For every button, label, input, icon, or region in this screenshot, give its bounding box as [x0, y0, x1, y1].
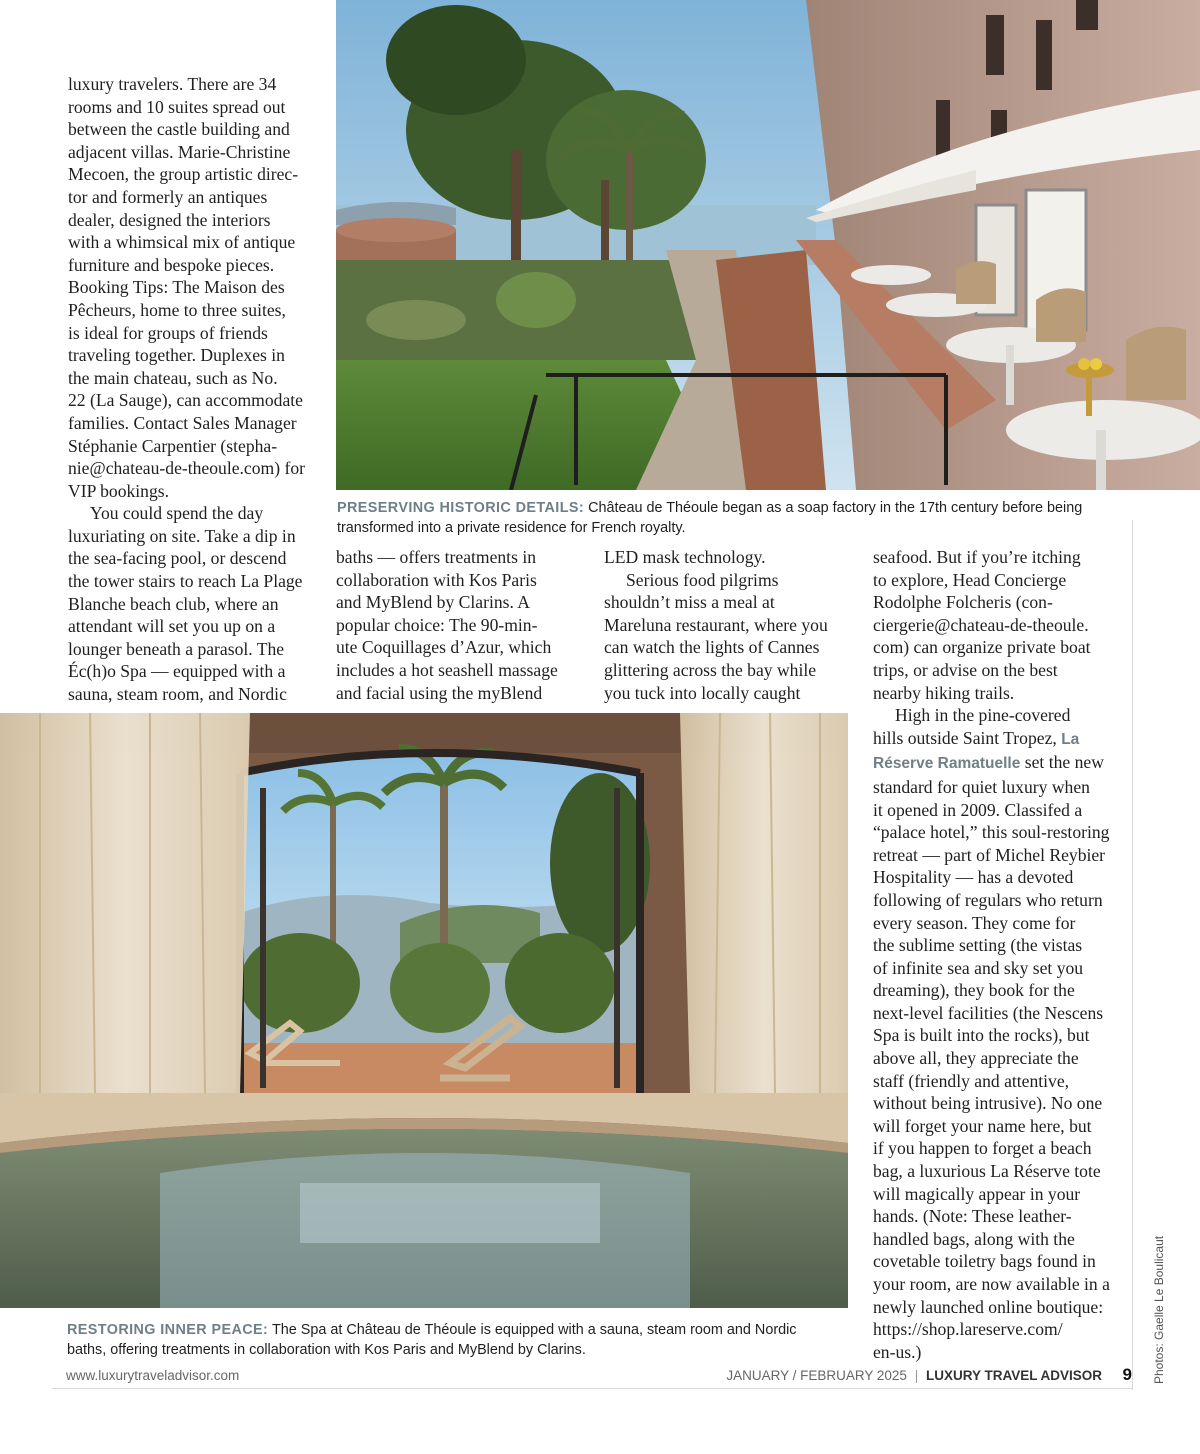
- text-line: dreaming), they book for the: [873, 980, 1075, 1001]
- text-line: the sublime setting (the vistas: [873, 935, 1083, 956]
- text-line: includes a hot seashell massage: [336, 659, 558, 680]
- text-line: luxuriating on site. Take a dip in: [68, 525, 296, 546]
- text-line: LED mask technology.: [604, 547, 766, 567]
- text-line: standard for quiet luxury when: [873, 776, 1090, 797]
- text-line: above all, they appreciate the: [873, 1048, 1079, 1069]
- text-line: VIP bookings.: [68, 480, 170, 501]
- text-line: adjacent villas. Marie-Christine: [68, 141, 291, 162]
- text-line: ute Coquillages d’Azur, which: [336, 637, 552, 658]
- footer-issue-date: JANUARY / FEBRUARY 2025: [726, 1368, 907, 1383]
- caption-text: baths, offering treatments in collaboration with Kos Paris and MyBlend by Clarins.: [67, 1342, 586, 1358]
- hotel-name-link[interactable]: La: [1061, 730, 1080, 748]
- text-line: 22 (La Sauge), can accommodate: [68, 390, 303, 411]
- text-line: Pêcheurs, home to three suites,: [68, 299, 286, 320]
- text-line: Spa is built into the rocks), but: [873, 1025, 1090, 1046]
- text-line: sauna, steam room, and Nordic: [68, 684, 287, 705]
- text-line: will magically appear in your: [873, 1183, 1081, 1204]
- text-line: tor and formerly an antiques: [68, 186, 268, 207]
- spa-photo: [0, 713, 848, 1308]
- text-line: will forget your name here, but: [873, 1115, 1092, 1136]
- text-line: covetable toiletry bags found in: [873, 1251, 1096, 1272]
- footer-magazine: LUXURY TRAVEL ADVISOR: [925, 1368, 1102, 1383]
- article-column-4: [873, 546, 1128, 1363]
- text-line: glittering across the bay while: [604, 659, 817, 680]
- text-line: traveling together. Duplexes in: [68, 345, 285, 366]
- text-line: following of regulars who return: [873, 889, 1103, 910]
- text-line: newly launched online boutique:: [873, 1296, 1104, 1317]
- text-line: seafood. But if you’re itching: [873, 547, 1081, 567]
- text-line: trips, or advise on the best: [873, 659, 1058, 680]
- page-number: 9: [1122, 1365, 1132, 1384]
- text-line: the sea-facing pool, or descend: [68, 548, 287, 569]
- text-line: en-us.): [873, 1341, 922, 1362]
- photo-credit: Photos: Gaelle Le Boulicaut: [1152, 1235, 1166, 1384]
- hotel-name-link[interactable]: Réserve Ramatuelle: [873, 755, 1021, 773]
- text-line: of infinite sea and sky set you: [873, 957, 1084, 978]
- text-line: Rodolphe Folcheris (con-: [873, 592, 1053, 613]
- text-line: between the castle building and: [68, 119, 290, 140]
- text-line: your room, are now available in a: [873, 1274, 1110, 1294]
- text-line: collaboration with Kos Paris: [336, 569, 537, 590]
- caption-lead: RESTORING INNER PEACE:: [67, 1322, 269, 1338]
- caption-text: The Spa at Château de Théoule is equipped with a sauna, steam room and Nordic: [271, 1322, 797, 1338]
- article-column-2: [336, 546, 591, 704]
- text-line: bag, a luxurious La Réserve tote: [873, 1161, 1101, 1182]
- text-line: next-level facilities (the Nescens: [873, 1002, 1104, 1023]
- caption-text: Château de Théoule began as a soap factory in the 17th century before being: [588, 500, 1083, 516]
- column-rule: [1132, 520, 1133, 1390]
- text-line: nearby hiking trails.: [873, 682, 1015, 703]
- article-column-3: [604, 546, 859, 704]
- text-line: is ideal for groups of friends: [68, 322, 268, 343]
- text-line: luxury travelers. There are 34: [68, 74, 277, 94]
- text-line: you tuck into locally caught: [604, 682, 801, 703]
- text-line: ciergerie@chateau-de-theoule.: [873, 614, 1089, 635]
- text-line: and facial using the myBlend: [336, 682, 543, 703]
- text-line: furniture and bespoke pieces.: [68, 254, 275, 275]
- text-line: hands. (Note: These leather-: [873, 1206, 1072, 1227]
- text-line: https://shop.lareserve.com/: [873, 1319, 1063, 1340]
- text-line: baths — offers treatments in: [336, 547, 536, 567]
- text-line: attendant will set you up on a: [68, 616, 276, 637]
- text-line: it opened in 2009. Classifed a: [873, 799, 1083, 820]
- bottom-photo-caption: [67, 1320, 847, 1360]
- text-line: retreat — part of Michel Reybier: [873, 844, 1106, 865]
- terrace-photo: [336, 0, 1200, 490]
- caption-text: transformed into a private residence for French royalty.: [337, 520, 686, 536]
- text-line: to explore, Head Concierge: [873, 569, 1067, 590]
- text-line: dealer, designed the interiors: [68, 209, 271, 230]
- text-line: Blanche beach club, where an: [68, 593, 279, 614]
- text-line: the tower stairs to reach La Plage: [68, 571, 303, 592]
- text-line: handled bags, along with the: [873, 1228, 1075, 1249]
- text-line: shouldn’t miss a meal at: [604, 592, 775, 613]
- text-line: Serious food pilgrims: [626, 569, 779, 590]
- text-line: rooms and 10 suites spread out: [68, 96, 286, 117]
- caption-lead: PRESERVING HISTORIC DETAILS:: [337, 500, 585, 516]
- text-line: High in the pine-covered: [895, 705, 1071, 726]
- text-line: You could spend the day: [90, 503, 264, 524]
- footer-url[interactable]: www.luxurytraveladvisor.com: [66, 1368, 240, 1383]
- terrace-illustration: [336, 0, 1200, 490]
- top-photo-caption: [337, 498, 1127, 538]
- text-line: staff (friendly and attentive,: [873, 1070, 1070, 1091]
- text-span: set the new: [1024, 752, 1104, 773]
- article-column-1: [68, 73, 323, 706]
- text-line: “palace hotel,” this soul-restoring: [873, 822, 1110, 843]
- text-line: Booking Tips: The Maison des: [68, 277, 285, 298]
- footer-rule: [52, 1388, 1132, 1389]
- text-line: with a whimsical mix of antique: [68, 232, 296, 253]
- text-line: nie@chateau-de-theoule.com) for: [68, 458, 305, 479]
- text-line: [873, 751, 1128, 776]
- text-line: Stéphanie Carpentier (stepha-: [68, 435, 278, 456]
- text-line: [873, 727, 1128, 752]
- text-line: without being intrusive). No one: [873, 1093, 1103, 1114]
- text-line: the main chateau, such as No.: [68, 367, 278, 388]
- text-line: popular choice: The 90-min-: [336, 614, 538, 635]
- spa-illustration: [0, 713, 848, 1308]
- text-line: every season. They come for: [873, 912, 1076, 933]
- text-line: Mecoen, the group artistic direc-: [68, 164, 299, 185]
- footer-issue: JANUARY / FEBRUARY 2025 | LUXURY TRAVEL ADVISOR: [726, 1368, 1102, 1383]
- text-line: Hospitality — has a devoted: [873, 867, 1074, 888]
- text-line: families. Contact Sales Manager: [68, 412, 297, 433]
- text-line: if you happen to forget a beach: [873, 1138, 1092, 1159]
- text-line: com) can organize private boat: [873, 637, 1091, 658]
- text-span: hills outside Saint Tropez,: [873, 727, 1057, 748]
- text-line: and MyBlend by Clarins. A: [336, 592, 531, 613]
- text-line: Éc(h)o Spa — equipped with a: [68, 661, 286, 682]
- text-line: lounger beneath a parasol. The: [68, 638, 285, 659]
- text-line: Mareluna restaurant, where you: [604, 614, 828, 635]
- text-line: can watch the lights of Cannes: [604, 637, 820, 658]
